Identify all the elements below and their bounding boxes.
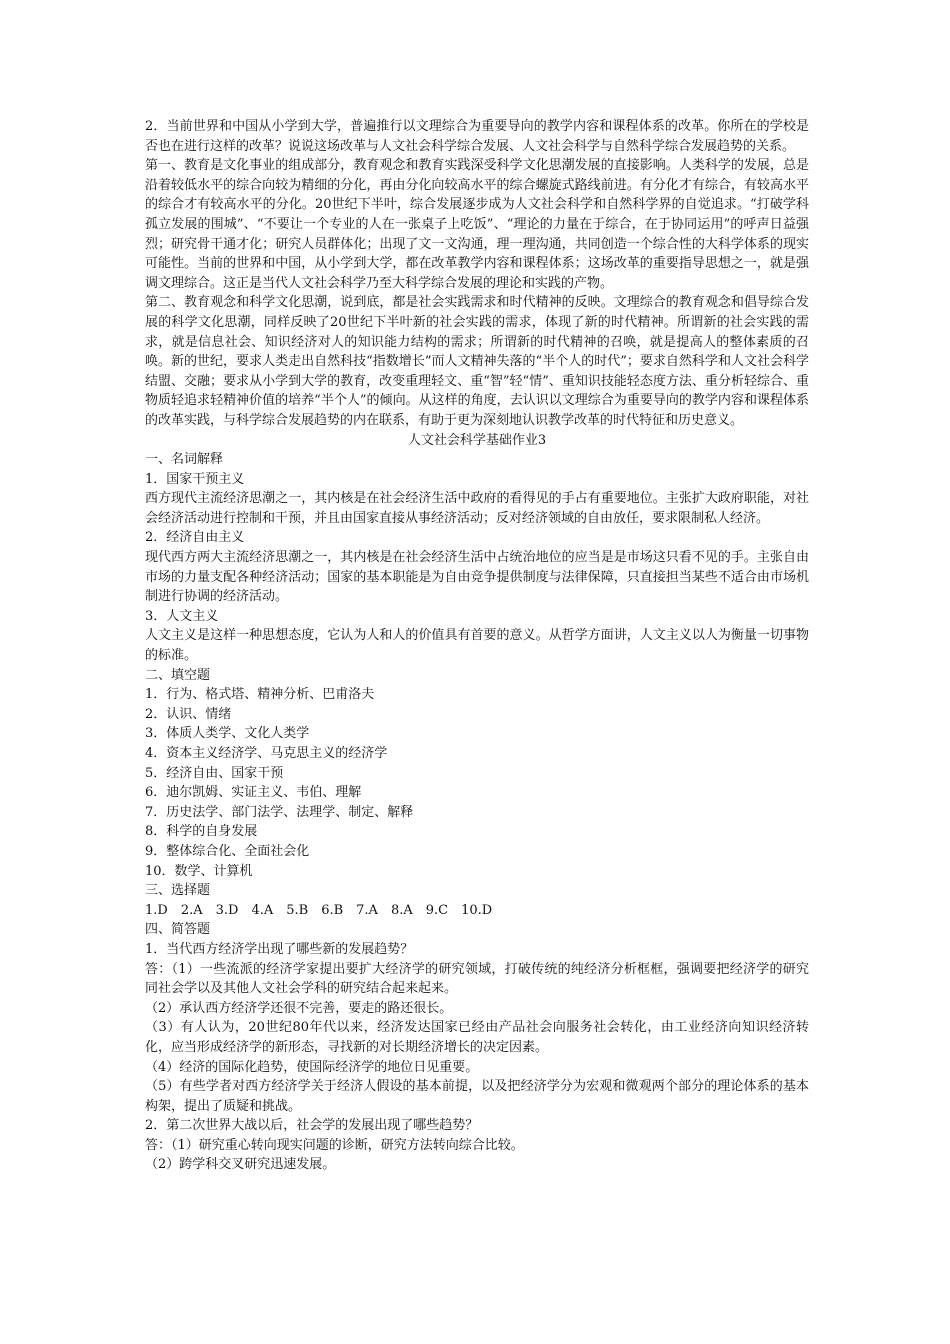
- fill-answer: 5．经济自由、国家干预: [145, 765, 284, 781]
- short-answer-line: （2）承认西方经济学还很不完善，要走的路还很长。: [145, 1000, 453, 1016]
- short-answer-2-title: 2．第二次世界大战以后，社会学的发展出现了哪些趋势？: [145, 1118, 479, 1134]
- short-answer-line: （2）跨学科交叉研究迅速发展。: [145, 1157, 336, 1173]
- section-2-title: 二、填空题: [145, 667, 211, 683]
- fill-answer: 6．迪尔凯姆、实证主义、韦伯、理解: [145, 785, 362, 801]
- short-answer-line: 答：（1）一些流派的经济学家提出要扩大经济学的研究领域，打破传统的纯经济分析框框，强调要把经济学的研究同社会学以及其他人文社会学科的研究结合起来起来。: [145, 961, 809, 997]
- answer-paragraph-1: 第一、教育是文化事业的组成部分，教育观念和教育实践深受科学文化思潮发展的直接影响。人类科学的发展，总是沿着较低水平的综合向较为精细的分化，再由分化向较高水平的综合螺旋式路线前进。有分化才有综合，有较高水平的综合才有较高水平的分化。20世纪下半叶，综合发展逐步成为人文社会科学和自然科学界的自觉追求。“打破学科孤立发展的围城”、“不要让一个专业的人在一张桌子上吃饭”、“理论的力量在于综合，在于协同运用”的呼声日益强烈；研究骨干通才化；研究人员群体化；出现了文一文沟通，理一理沟通，共同创造一个综合性的大科学体系的现实可能性。当前的世界和中国，从小学到大学，都在改革教学内容和课程体系；这场改革的重要指导思想之一，就是强调文理综合。这正是当代人文社会科学乃至大科学综合发展的理论和实践的产物。: [145, 158, 809, 291]
- fill-answer: 7．历史法学、部门法学、法理学、制定、解释: [145, 804, 414, 820]
- fill-answer: 3．体质人类学、文化人类学: [145, 726, 310, 742]
- document-page: [145, 117, 809, 1175]
- term-2-title: 2．经济自由主义: [145, 530, 245, 546]
- short-answer-1-title: 1．当代西方经济学出现了哪些新的发展趋势？: [145, 941, 414, 957]
- term-1-title: 1．国家干预主义: [145, 471, 245, 487]
- term-3-text: 人文主义是这样一种思想态度，它认为人和人的价值具有首要的意义。从哲学方面讲，人文主义以人为衡量一切事物的标准。: [145, 628, 809, 664]
- fill-answer: 4．资本主义经济学、马克思主义的经济学: [145, 746, 388, 761]
- question-2: 2．当前世界和中国从小学到大学，普遍推行以文理综合为重要导向的教学内容和课程体系的改革。你所在的学校是否也在进行这样的改革？说说这场改革与人文社会科学综合发展、人文社会科学与自然科学综合发展趋势的关系。: [145, 119, 809, 154]
- fill-answer: 1．行为、格式塔、精神分析、巴甫洛夫: [145, 687, 375, 703]
- section-3-title: 三、选择题: [145, 883, 211, 899]
- section-4-title: 四、简答题: [145, 922, 211, 938]
- section-1-title: 一、名词解释: [145, 452, 224, 468]
- term-3-title: 3．人文主义: [145, 608, 219, 624]
- short-answer-line: （3）有人认为，20世纪80年代以来，经济发达国家已经由产品社会向服务社会转化，由工业经济向知识经济转化，应当形成经济学的新形态，寻找新的对长期经济增长的决定因素。: [145, 1020, 809, 1055]
- term-1-text: 西方现代主流经济思潮之一，其内核是在社会经济生活中政府的看得见的手占有重要地位。主张扩大政府职能，对社会经济活动进行控制和干预，并且由国家直接从事经济活动；反对经济领域的自由放任，要求限制私人经济。: [145, 491, 809, 526]
- short-answer-line: 答：（1）研究重心转向现实问题的诊断，研究方法转向综合比较。: [145, 1137, 524, 1153]
- answer-paragraph-2: 第二、教育观念和科学文化思潮，说到底，都是社会实践需求和时代精神的反映。文理综合的教育观念和倡导综合发展的科学文化思潮，同样反映了20世纪下半叶新的社会实践的需求，体现了新的时代精神。所谓新的社会实践的需求，就是信息社会、知识经济对人的知识能力结构的需求；所谓新的时代精神的召唤，就是提高人的整体素质的召唤。新的世纪，要求人类走出自然科技“指数增长”而人文精神失落的“半个人的时代”；要求自然科学和人文社会科学结盟、交融；要求从小学到大学的教育，改变重理轻文、重“智”轻“情”、重知识技能轻态度方法、重分析轻综合、重物质轻追求轻精神价值的培养“半个人”的倾向。从这样的角度，去认识以文理综合为重要导向的教学内容和课程体系的改革实践，与科学综合发展趋势的内在联系，有助于更为深刻地认识教学改革的时代特征和历史意义。: [145, 295, 809, 428]
- term-2-text: 现代西方两大主流经济思潮之一，其内核是在社会经济生活中占统治地位的应当是是市场这只看不见的手。主张自由市场的力量支配各种经济活动；国家的基本职能是为自由竞争提供制度与法律保障，只直接担当某些不适合由市场机制进行协调的经济活动。: [145, 550, 809, 605]
- fill-answer: 10．数学、计算机: [145, 863, 253, 879]
- fill-answer: 2．认识、情绪: [145, 706, 232, 722]
- short-answer-line: （4）经济的国际化趋势，使国际经济学的地位日见重要。: [145, 1059, 479, 1075]
- assignment-title: 人文社会科学基础作业3: [407, 432, 547, 448]
- choice-answers: 1.D 2.A 3.D 4.A 5.B 6.B 7.A 8.A 9.C 10.D: [145, 902, 493, 918]
- fill-answer: 8．科学的自身发展: [145, 824, 258, 840]
- short-answer-line: （5）有些学者对西方经济学关于经济人假设的基本前提，以及把经济学分为宏观和微观两个部分的理论体系的基本构架，提出了质疑和挑战。: [145, 1079, 809, 1114]
- fill-answer: 9．整体综合化、全面社会化: [145, 843, 310, 859]
